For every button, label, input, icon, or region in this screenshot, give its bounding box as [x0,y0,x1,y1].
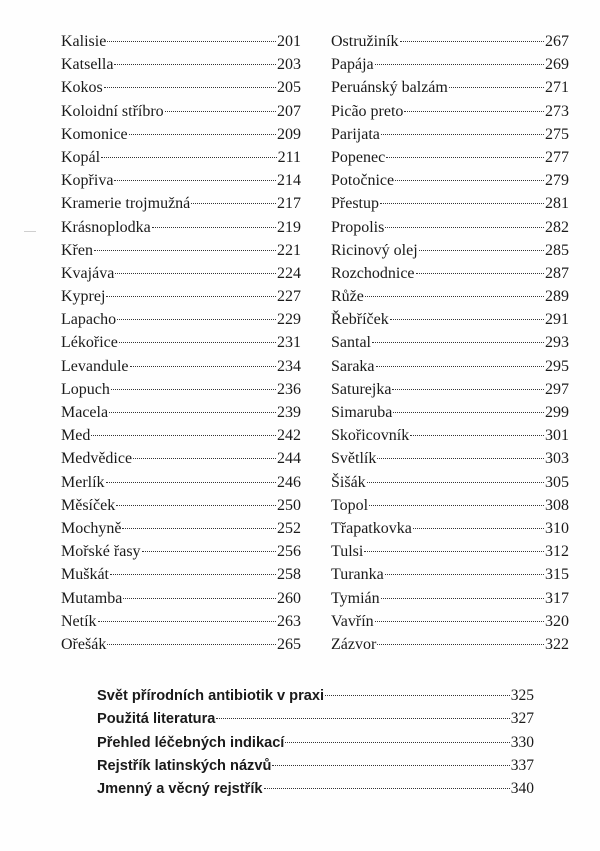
dot-leader [109,412,276,413]
dot-leader [376,366,544,367]
entry-page-number: 271 [545,79,569,97]
index-entry [61,424,301,447]
index-entry [61,308,301,331]
entry-page-number: 263 [277,612,301,630]
entry-page-number: 224 [277,264,301,282]
entry-page-number: 256 [277,543,301,561]
entry-page-number: 279 [545,172,569,190]
entry-page-number: 267 [545,33,569,50]
entry-page-number: 217 [277,195,301,213]
entry-title: Parijata [331,125,380,143]
entry-title: Křen [61,241,93,259]
entry-title: Přehled léčebných indikací [97,734,285,751]
index-entry [61,610,301,633]
index-entry [331,146,569,169]
dot-leader [372,342,544,343]
dot-leader [393,412,544,413]
entry-page-number: 252 [277,519,301,537]
index-entry [331,169,569,192]
entry-title: Santal [331,334,371,352]
entry-title: Turanka [331,566,384,584]
entry-title: Netík [61,612,97,630]
entry-page-number: 282 [545,218,569,236]
index-entry [61,540,301,563]
dot-leader [98,621,276,622]
entry-title: Skořicovník [331,427,410,445]
dot-leader [107,41,276,42]
dot-leader [385,227,544,228]
entry-page-number: 291 [545,311,569,329]
entry-title: Zázvor [331,635,377,653]
entry-title: Kramerie trojmužná [61,195,191,213]
dot-leader [114,64,276,65]
dot-leader [264,788,510,789]
dot-leader [364,551,544,552]
index-entry [61,331,301,354]
entry-title: Med [61,427,91,445]
entry-page-number: 301 [545,427,569,445]
dot-leader [101,157,276,158]
dot-leader [94,250,276,251]
index-entry [331,76,569,99]
entry-page-number: 281 [545,195,569,213]
entry-page-number: 310 [545,519,569,537]
index-entry [61,169,301,192]
dot-leader [367,482,544,483]
index-entry [331,262,569,285]
entry-page-number: 322 [545,635,569,653]
dot-leader [416,273,544,274]
index-entry [331,308,569,331]
entry-page-number: 227 [277,288,301,306]
entry-title: Měsíček [61,496,116,514]
back-matter-entry [97,707,534,730]
entry-title: Třapatkovka [331,519,412,537]
index-entry [331,610,569,633]
entry-page-number: 327 [510,710,534,728]
entry-title: Použitá literatura [97,711,216,728]
entry-page-number: 277 [545,148,569,166]
entry-title: Tulsi [331,543,364,561]
index-entry [331,53,569,76]
entry-title: Přestup [331,195,379,213]
entry-page-number: 308 [545,496,569,514]
entry-title: Vavřín [331,612,374,630]
dot-leader [392,389,544,390]
index-entry [331,401,569,424]
dot-leader [385,574,544,575]
entry-title: Kyprej [61,288,106,306]
entry-title: Kvajáva [61,264,115,282]
dot-leader [116,505,276,506]
entry-title: Levandule [61,357,129,375]
entry-title: Kalisie [61,33,107,50]
dot-leader [404,111,544,112]
index-entry [331,424,569,447]
entry-title: Merlík [61,473,105,491]
back-matter-entry [97,777,534,800]
entry-page-number: 246 [277,473,301,491]
dot-leader [400,41,544,42]
entry-title: Kopál [61,148,101,166]
entry-title: Rozchodnice [331,264,415,282]
entry-title: Topol [331,496,369,514]
entry-title: Lopuch [61,380,110,398]
index-entry [61,53,301,76]
entry-title: Svět přírodních antibiotik v praxi [97,688,325,704]
entry-title: Ořešák [61,635,107,653]
dot-leader [152,227,276,228]
entry-page-number: 258 [277,566,301,584]
entry-title: Růže [331,288,364,306]
index-entry [331,494,569,517]
index-entry [61,100,301,123]
index-entry [61,146,301,169]
dot-leader [419,250,544,251]
index-entry [331,192,569,215]
index-entry [331,517,569,540]
entry-title: Katsella [61,56,114,74]
entry-title: Mutamba [61,589,123,607]
entry-title: Propolis [331,218,385,236]
index-entry [331,285,569,308]
index-entry [331,123,569,146]
entry-page-number: 219 [277,218,301,236]
dot-leader [91,435,276,436]
index-entry [61,633,301,656]
dot-leader [365,296,544,297]
entry-title: Kokos [61,79,103,97]
dot-leader [110,574,276,575]
dot-leader [122,528,276,529]
dot-leader [369,505,544,506]
entry-title: Saturejka [331,380,392,398]
entry-page-number: 320 [545,612,569,630]
entry-page-number: 317 [545,589,569,607]
index-entry [331,587,569,610]
entry-title: Ricinový olej [331,241,418,259]
entry-page-number: 234 [277,357,301,375]
entry-title: Mochyně [61,519,122,537]
dot-leader [111,389,276,390]
dot-leader [119,342,276,343]
entry-title: Saraka [331,357,375,375]
entry-title: Jmenný a věcný rejstřík [97,781,263,798]
dot-leader [165,111,276,112]
index-entry [61,30,301,53]
dot-leader [114,180,276,181]
index-entry [331,216,569,239]
entry-page-number: 203 [277,56,301,74]
entry-title: Koloidní stříbro [61,102,164,120]
entry-title: Šišák [331,473,366,491]
back-matter-entry [97,684,534,707]
dot-leader [413,528,544,529]
index-entry [61,262,301,285]
index-entry [331,331,569,354]
dot-leader [380,203,544,204]
entry-title: Simaruba [331,404,393,421]
dot-leader [285,742,509,743]
entry-page-number: 289 [545,288,569,306]
back-matter-list [97,684,534,800]
entry-page-number: 315 [545,566,569,584]
dot-leader [106,482,276,483]
index-entry [61,587,301,610]
dot-leader [386,157,544,158]
entry-page-number: 244 [277,450,301,468]
entry-page-number: 265 [277,635,301,653]
index-entry [331,633,569,656]
entry-title: Popenec [331,148,386,166]
index-entry [331,378,569,401]
index-entry [61,216,301,239]
entry-title: Potočnice [331,172,395,190]
dot-leader [325,695,510,696]
dot-leader [129,134,276,135]
back-matter-entry [97,731,534,754]
index-entry [61,447,301,470]
dot-leader [381,598,544,599]
entry-title: Lékořice [61,334,118,352]
dot-leader [272,765,509,766]
entry-page-number: 260 [277,589,301,607]
entry-page-number: 287 [545,264,569,282]
contents-column-left [61,30,301,656]
entry-title: Komonice [61,125,128,143]
dot-leader [117,319,276,320]
entry-title: Světlík [331,450,377,468]
dot-leader [130,366,276,367]
dot-leader [123,598,276,599]
index-entry [61,517,301,540]
entry-page-number: 303 [545,450,569,468]
entry-page-number: 229 [277,311,301,329]
dot-leader [377,644,544,645]
entry-page-number: 239 [277,404,301,421]
dot-leader [133,458,276,459]
dot-leader [142,551,276,552]
entry-title: Papája [331,56,374,74]
dot-leader [410,435,544,436]
index-entry [61,471,301,494]
entry-page-number: 201 [277,33,301,50]
entry-page-number: 340 [510,780,534,798]
entry-title: Řebříček [331,311,389,329]
dot-leader [107,644,276,645]
dot-leader [390,319,544,320]
index-entry [331,355,569,378]
entry-title: Medvědice [61,450,133,468]
index-entry [331,447,569,470]
entry-page-number: 337 [510,756,534,774]
entry-title: Macela [61,404,109,421]
entry-page-number: 305 [545,473,569,491]
index-entry [61,285,301,308]
dot-leader [449,87,544,88]
entry-page-number: 207 [277,102,301,120]
entry-page-number: 209 [277,125,301,143]
index-entry [61,192,301,215]
index-entry [331,30,569,53]
index-entry [331,563,569,586]
entry-title: Rejstřík latinských názvů [97,757,272,774]
index-entry [61,401,301,424]
entry-page-number: 295 [545,357,569,375]
index-entry [331,239,569,262]
entry-page-number: 273 [545,102,569,120]
entry-page-number: 293 [545,334,569,352]
index-entry [331,540,569,563]
entry-title: Kopřiva [61,172,114,190]
entry-page-number: 236 [277,380,301,398]
entry-page-number: 269 [545,56,569,74]
entry-title: Picão preto [331,102,404,120]
dot-leader [104,87,276,88]
entry-page-number: 221 [277,241,301,259]
entry-page-number: 211 [277,148,301,166]
index-entry [61,563,301,586]
index-entry [61,494,301,517]
entry-page-number: 325 [510,687,534,704]
entry-title: Ostružiník [331,33,399,50]
entry-page-number: 285 [545,241,569,259]
dot-leader [106,296,276,297]
dot-leader [375,64,544,65]
entry-page-number: 297 [545,380,569,398]
scan-artifact-mark [24,231,36,232]
entry-page-number: 231 [277,334,301,352]
index-entry [331,471,569,494]
entry-title: Tymián [331,589,380,607]
entry-title: Krásnoplodka [61,218,151,236]
dot-leader [377,458,544,459]
index-entry [331,100,569,123]
dot-leader [375,621,544,622]
index-entry [61,355,301,378]
dot-leader [191,203,276,204]
entry-title: Lapacho [61,311,117,329]
entry-page-number: 312 [545,543,569,561]
index-entry [61,123,301,146]
contents-column-right [331,30,569,656]
entry-page-number: 250 [277,496,301,514]
entry-title: Muškát [61,566,109,584]
back-matter-entry [97,754,534,777]
entry-page-number: 205 [277,79,301,97]
entry-title: Mořské řasy [61,543,141,561]
entry-page-number: 214 [277,172,301,190]
dot-leader [216,718,509,719]
entry-page-number: 330 [510,733,534,751]
entry-page-number: 275 [545,125,569,143]
dot-leader [115,273,276,274]
entry-title: Peruánský balzám [331,79,448,97]
index-entry [61,76,301,99]
dot-leader [381,134,544,135]
entry-page-number: 299 [545,404,569,421]
entry-page-number: 242 [277,427,301,445]
dot-leader [395,180,544,181]
index-entry [61,239,301,262]
index-entry [61,378,301,401]
